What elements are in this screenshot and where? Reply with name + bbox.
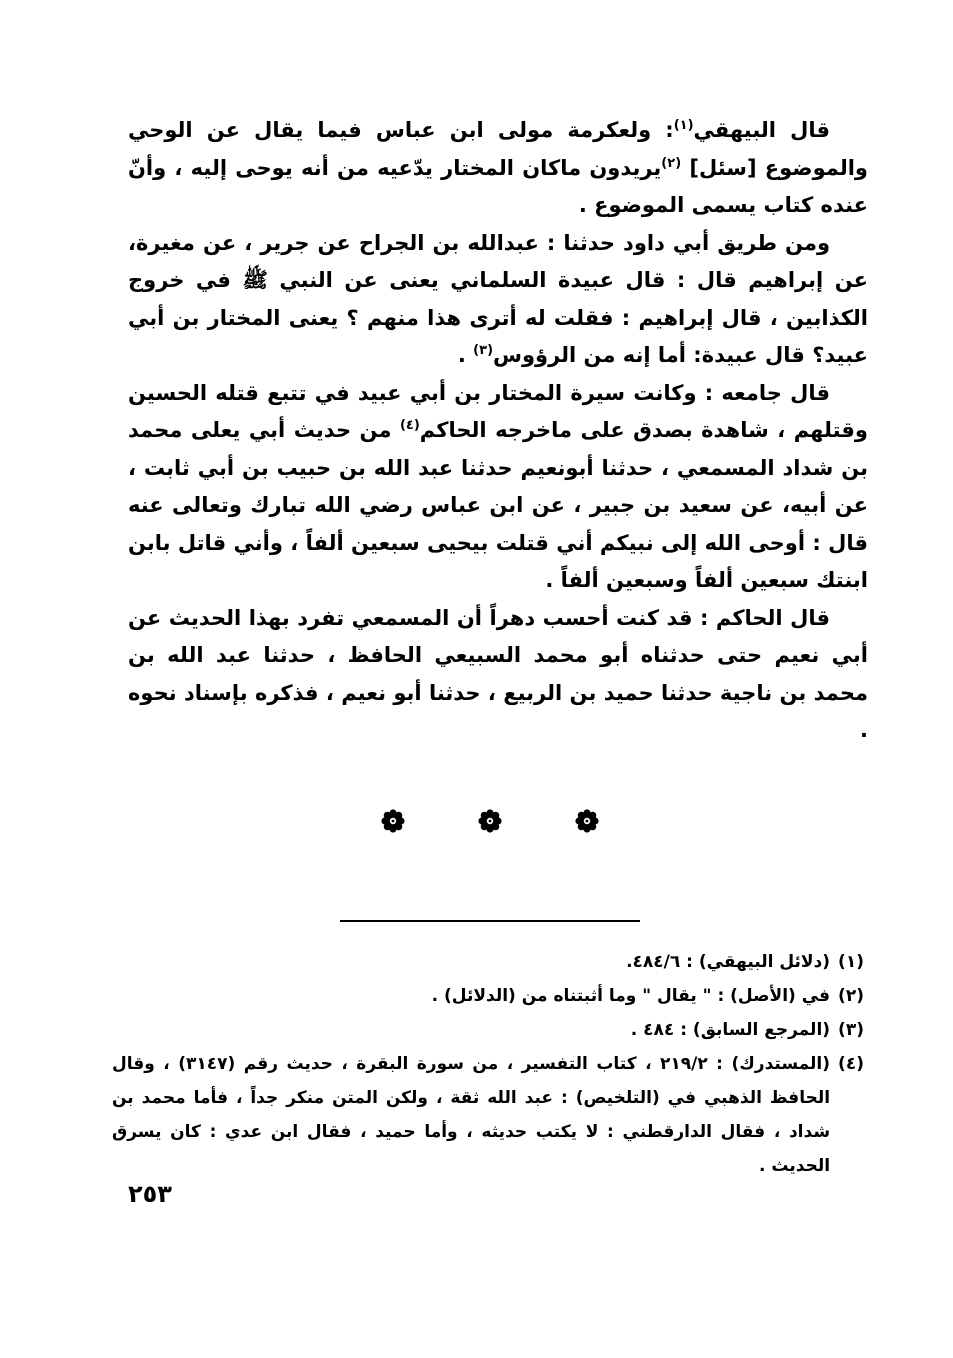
page-number: ٢٥٣ xyxy=(128,1180,172,1208)
footnote-number: (٣) xyxy=(838,1020,864,1040)
footnote-number: (٢) xyxy=(838,986,864,1006)
footnote-text: (المستدرك) : ٢١٩/٢ ، كتاب التفسير ، من سورة البقرة ، حديث رقم (٣١٤٧) ، وقال الحافظ الذهبي في (التلخيص) : عبد الله ثقة ، ولكن المتن منكر جداً ، فأما محمد بن شداد ، فقال الدارقطني : لا يكتب حديثه ، وأما حميد ، فقال ابن عدي : كان يسرق الحديث . xyxy=(112,1054,831,1176)
footnote xyxy=(112,945,864,979)
footnote-separator xyxy=(340,920,640,922)
footnote xyxy=(112,1047,864,1183)
paragraph xyxy=(128,375,868,600)
footnote-number: (٤) xyxy=(838,1054,864,1074)
main-text xyxy=(128,112,868,750)
paragraph xyxy=(128,600,868,750)
text-run: من حديث أبي يعلى محمد بن شداد المسمعي ، حدثنا أبونعيم حدثنا عبد الله بن حبيب بن أبي ثابت ، عن أبيه، عن سعيد بن جبير ، عن ابن عباس رضي الله تبارك وتعالى عنه قال : أوحى الله إلى نبيكم أني قتلت بيحيى سبعين ألفاً ، وأني قاتل بابن ابنتك سبعين ألفاً وسبعين ألفاً . xyxy=(128,418,868,592)
floral-ornament-icon xyxy=(477,808,503,834)
text-run: . xyxy=(457,343,474,367)
paragraph xyxy=(128,225,868,375)
footnote-marker: (١) xyxy=(673,118,694,133)
footnote-marker: (٤) xyxy=(399,418,420,433)
footnote xyxy=(112,979,864,1013)
footnote-marker: (٢) xyxy=(661,155,682,171)
floral-ornament-icon xyxy=(574,808,600,834)
text-run: قال جامعه : وكانت سيرة المختار بن أبي عبيد في تتبع قتله الحسين وقتلهم ، شاهدة بصدق على ماخرجه الحاكم xyxy=(128,380,868,442)
text-run: قال البيهقي xyxy=(693,118,830,142)
footnote-number: (١) xyxy=(838,952,864,972)
footnote-text: في (الأصل) : " يقال " وما أثبتناه من (الدلائل) . xyxy=(431,986,831,1006)
floral-ornament-icon xyxy=(380,808,406,834)
text-run: يريدون ماكان المختار يدّعيه من أنه يوحى إليه ، وأنّ عنده كتاب يسمى الموضوع . xyxy=(128,155,868,217)
text-run: : ولعكرمة مولى ابن عباس فيما يقال عن الوحي والموضوع [سئل] xyxy=(128,118,868,180)
footnote-text: (دلائل البيهقي) : ٤٨٤/٦. xyxy=(626,952,831,972)
footnotes xyxy=(112,945,864,1183)
paragraph xyxy=(128,112,868,225)
footnote-text: (المرجع السابق) : ٤٨٤ . xyxy=(630,1020,831,1040)
section-divider-ornaments xyxy=(380,808,600,834)
text-run: قال الحاكم : قد كنت أحسب دهراً أن المسمعي تفرد بهذا الحديث عن أبي نعيم حتى حدثناه أبو محمد السبيعي الحافظ ، حدثنا عبد الله بن محمد بن ناجية حدثنا حميد بن الربيع ، حدثنا أبو نعيم ، فذكره بإسناد نحوه . xyxy=(128,605,868,742)
text-run: ومن طريق أبي داود حدثنا : عبدالله بن الجراح عن جرير ، عن مغيرة، عن إبراهيم قال : قال عبيدة السلماني يعنى عن النبي ﷺ في خروج الكذابين ، قال إبراهيم : فقلت له أترى هذا منهم ؟ يعنى المختار بن أبي عبيد؟ قال عبيدة: أما إنه من الرؤوس xyxy=(128,230,868,367)
footnote-marker: (٣) xyxy=(473,343,494,358)
footnote xyxy=(112,1013,864,1047)
